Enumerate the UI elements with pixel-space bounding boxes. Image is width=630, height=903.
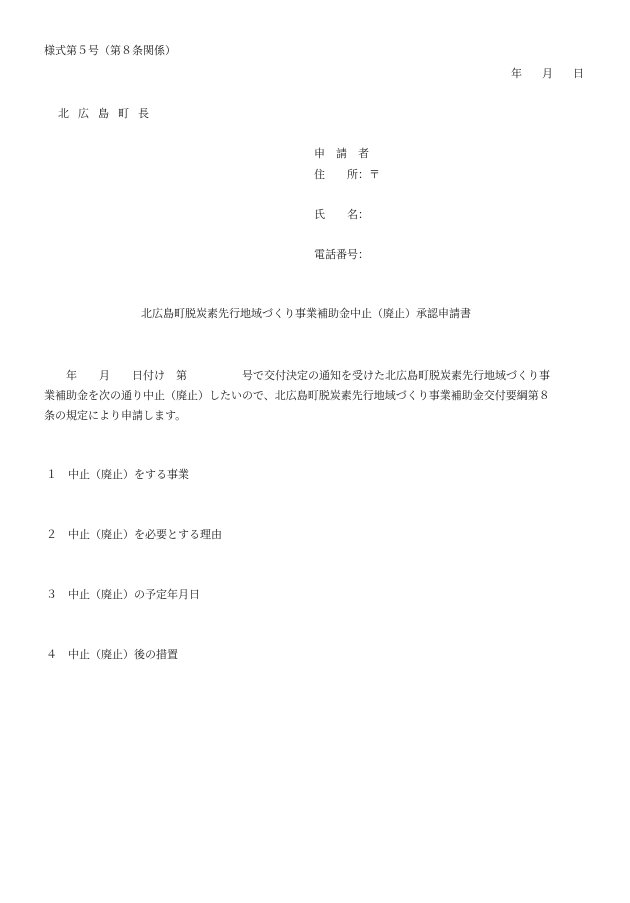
item-number: ２ [46,528,57,541]
form-number: 様式第５号（第８条関係） [44,44,176,57]
item-number: ３ [46,588,57,601]
list-item [46,649,178,660]
document-title: 北広島町脱炭素先行地域づくり事業補助金中止（廃止）承認申請書 [141,307,471,320]
list-item [46,469,189,480]
address-label: 住 所：〒 [314,168,380,181]
item-label: 中止（廃止）の予定年月日 [68,588,200,601]
phone-label: 電話番号： [314,248,369,261]
body-line: 年 月 日付け 第 号で交付決定の通知を受けた北広島町脱炭素先行地域づくり事 [44,369,550,382]
item-number: ４ [46,648,57,661]
body-line: 条の規定により申請します。 [44,409,187,422]
item-label: 中止（廃止）を必要とする理由 [68,528,222,541]
addressee: 北広島町長 [58,107,158,120]
body-paragraph [44,366,588,426]
date-line [511,68,584,79]
list-item [46,589,200,600]
list-item [46,529,222,540]
body-line: 業補助金を次の通り中止（廃止）したいので、北広島町脱炭素先行地域づくり事業補助金交付要綱第８ [44,389,550,402]
applicant-heading: 申 請 者 [314,147,369,160]
date-year: 年 [511,67,522,80]
item-label: 中止（廃止）をする事業 [68,468,189,481]
item-label: 中止（廃止）後の措置 [68,648,178,661]
item-number: １ [46,468,57,481]
date-day: 日 [573,67,584,80]
name-label: 氏 名： [314,208,369,221]
date-month: 月 [542,67,553,80]
